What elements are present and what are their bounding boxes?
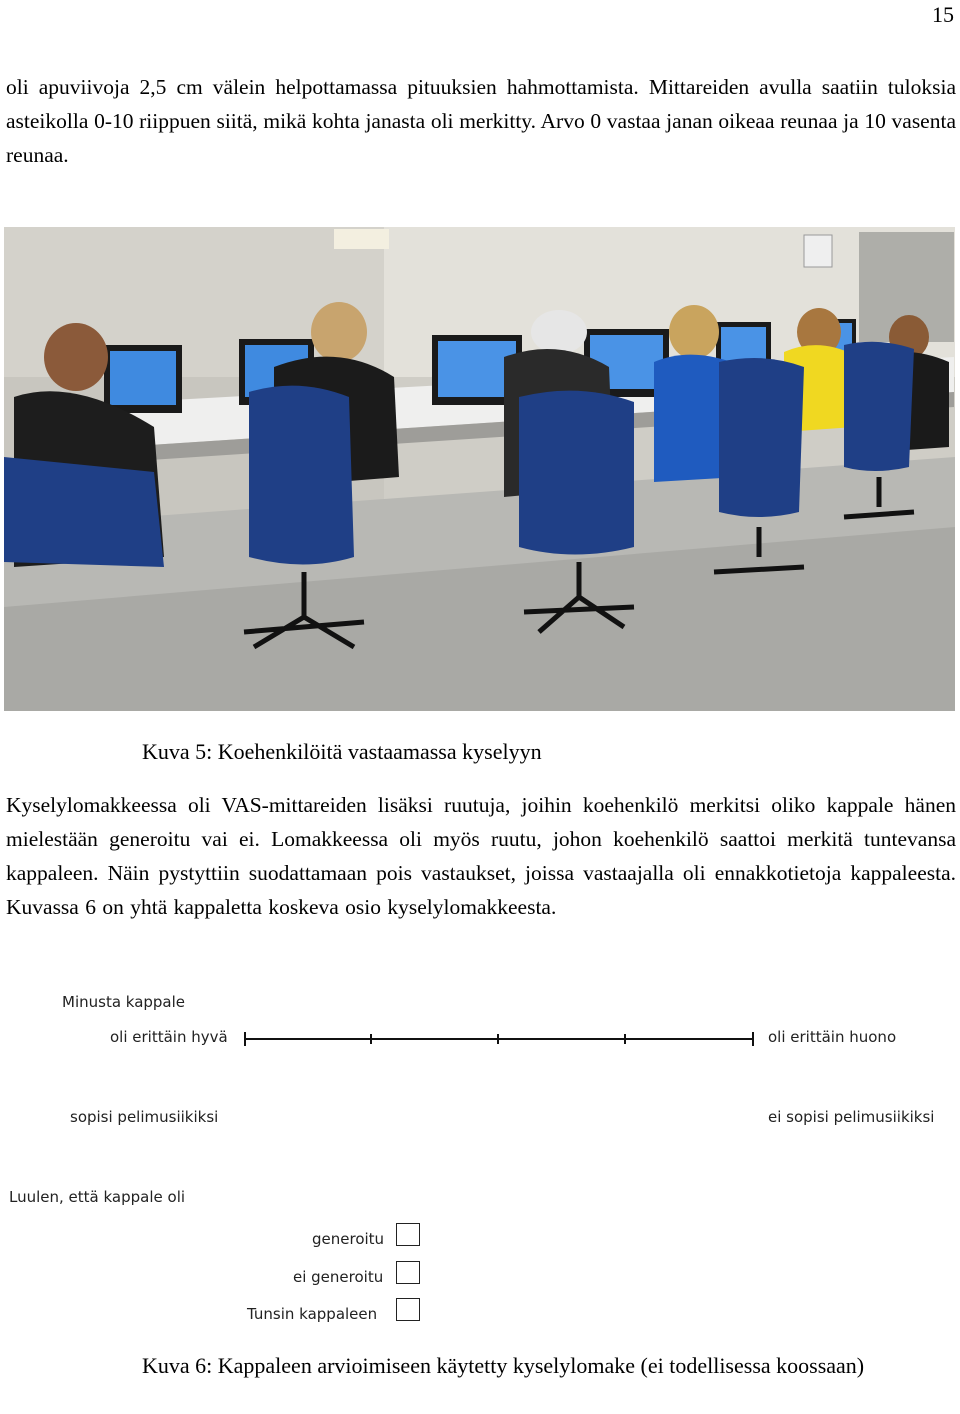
section-title-opinion: Minusta kappale <box>62 993 186 1011</box>
scale1-left-label: oli erittäin hyvä <box>110 1028 228 1046</box>
section-title-guess: Luulen, että kappale oli <box>9 1188 186 1206</box>
scale2-right-label: ei sopisi pelimusiikiksi <box>768 1108 935 1126</box>
scale1-right-label: oli erittäin huono <box>768 1028 897 1046</box>
vas-line-quality <box>244 1038 754 1040</box>
questionnaire-form-figure <box>0 985 960 1335</box>
scale2-left-label: sopisi pelimusiikiksi <box>70 1108 219 1126</box>
checkbox-label-generated: generoitu <box>312 1230 385 1248</box>
page-number: 15 <box>932 2 954 27</box>
paragraph-questionnaire: Kyselylomakkeessa oli VAS-mittareiden lisäksi ruutuja, joihin koehenkilö merkitsi oliko kappale hänen mielestään generoitu vai ei. Lomakkeessa oli myös ruutu, johon koehenkilö saattoi merkitä tuntevansa kappaleen. Näin pystyttiin suodattamaan pois vastaukset, joissa vastaajalla oli ennakkotietoja kappaleesta. Kuvassa 6 on yhtä kappaletta koskeva osio kyselylomakkeesta. <box>6 793 956 919</box>
checkbox-generated <box>396 1223 420 1246</box>
checkbox-label-not-generated: ei generoitu <box>293 1268 384 1286</box>
paragraph-vas-scale: oli apuviivoja 2,5 cm välein helpottamassa pituuksien hahmottamista. Mittareiden avulla saatiin tuloksia asteikolla 0-10 riippuen siitä, mikä kohta janasta oli merkitty. Arvo 0 vastaa janan oikeaa reunaa ja 10 vasenta reunaa. <box>6 75 956 167</box>
figure-6-caption: Kuva 6: Kappaleen arvioimiseen käytetty kyselylomake (ei todellisessa koossaan) <box>142 1353 865 1378</box>
checkbox-label-known: Tunsin kappaleen <box>247 1305 378 1323</box>
photo-test-subjects <box>4 227 955 711</box>
checkbox-not-generated <box>396 1261 420 1284</box>
figure-5-caption: Kuva 5: Koehenkilöitä vastaamassa kyselyyn <box>142 739 542 764</box>
checkbox-known <box>396 1298 420 1321</box>
